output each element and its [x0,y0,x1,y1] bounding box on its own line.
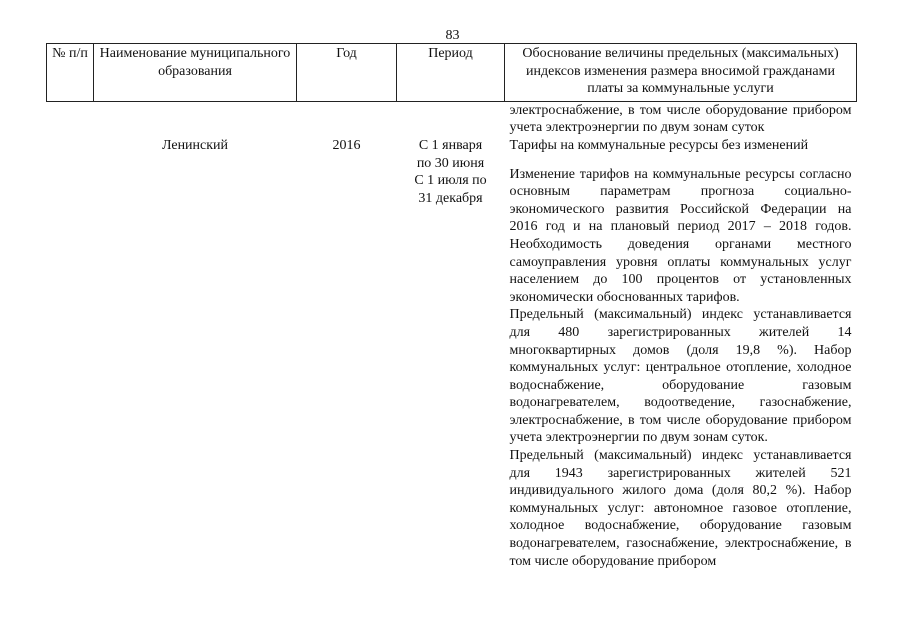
justification-period-1: Тарифы на коммунальные ресурсы без изменений [509,137,809,153]
header-municipality: Наименование муниципального образования [94,44,297,102]
cell-continuation-text: электроснабжение, в том числе оборудование прибором учета электроэнергии по двум зонам суток [509,102,852,136]
cell-period [397,137,505,570]
table-header-row [47,44,857,102]
header-number: № п/п [47,44,94,102]
header-year: Год [297,44,397,102]
period-1-line-2: по 30 июня [416,155,485,171]
justification-paragraph-3: Предельный (максимальный) индекс устанавливается для 1943 зарегистрированных жителей 521 индивидуального жилого дома (доля 80,2 %). Набор коммунальных услуг: автономное газовое отопление, холодное водоснабжение, оборудование газовым водонагревателем, газоснабжение, электроснабжение, в том числе оборудование прибором [509,448,852,569]
tariff-index-table [46,43,857,570]
period-1-line-1: С 1 января [418,137,483,153]
cell-period-empty [397,101,505,137]
cell-year-empty [297,101,397,137]
tariff-table-wrapper [46,43,856,570]
header-justification: Обоснование величины предельных (максимальных) индексов изменения размера вносимой гражданами платы за коммунальные услуги [505,44,857,102]
cell-justification [505,137,857,570]
header-period: Период [397,44,505,102]
page-number: 83 [445,28,460,43]
period-2-line-2: 31 декабря [418,190,483,206]
justification-paragraph-1: Изменение тарифов на коммунальные ресурсы согласно основным параметрам прогноза социально-экономического развития Российской Федерации на 2016 год и на плановый период 2017 – 2018 годов. Необходимость доведения органами местного самоуправления уровня оплаты коммунальных услуг населением до 100 процентов от установленных экономически обоснованных тарифов. [509,166,852,305]
cell-year: 2016 [332,137,361,153]
cell-municipality-empty [94,101,297,137]
period-2-line-1: С 1 июля по [414,173,487,189]
justification-paragraph-2: Предельный (максимальный) индекс устанавливается для 480 зарегистрированных жителей 14 многоквартирных домов (доля 19,8 %). Набор коммунальных услуг: центральное отопление, холодное водоснабжение, оборудование газовым водонагревателем, водоотведение, газоснабжение, электроснабжение, в том числе оборудование прибором учета электроэнергии по двум зонам суток. [509,307,852,446]
table-row-continuation [47,101,857,137]
cell-municipality: Ленинский [161,137,229,153]
table-row [47,137,857,570]
cell-number [47,101,94,137]
cell-number [47,137,94,570]
